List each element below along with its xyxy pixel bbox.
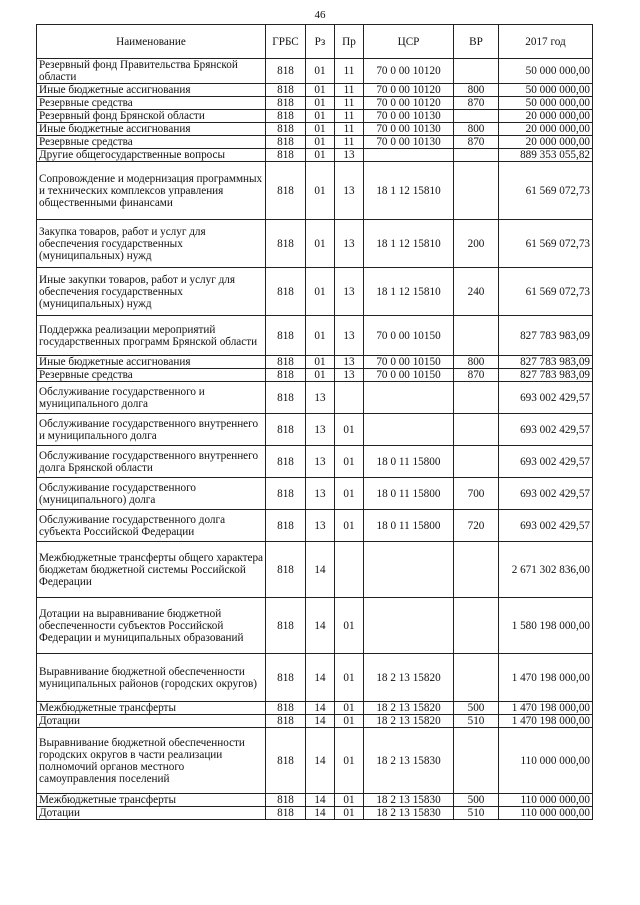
table-row	[37, 702, 593, 715]
table-row	[37, 598, 593, 654]
table-row	[37, 807, 593, 820]
table-cell-rz: 01	[306, 110, 335, 123]
table-cell-rz: 01	[306, 220, 335, 268]
table-cell-grbs: 818	[266, 728, 306, 794]
table-row	[37, 654, 593, 702]
col-header-vr: ВР	[454, 25, 499, 59]
table-cell-name: Выравнивание бюджетной обеспеченности муниципальных районов (городских округов)	[37, 654, 266, 702]
table-cell-amount: 1 470 198 000,00	[499, 715, 593, 728]
col-header-amount: 2017 год	[499, 25, 593, 59]
table-cell-csr: 70 0 00 10150	[364, 369, 454, 382]
table-cell-amount: 693 002 429,57	[499, 510, 593, 542]
table-cell-amount: 50 000 000,00	[499, 84, 593, 97]
table-cell-amount: 110 000 000,00	[499, 807, 593, 820]
table-cell-rz: 01	[306, 268, 335, 316]
table-cell-vr	[454, 728, 499, 794]
table-cell-pr	[335, 542, 364, 598]
table-cell-csr: 70 0 00 10120	[364, 84, 454, 97]
table-cell-amount: 61 569 072,73	[499, 268, 593, 316]
table-cell-pr: 13	[335, 369, 364, 382]
table-cell-grbs: 818	[266, 356, 306, 369]
table-cell-grbs: 818	[266, 149, 306, 162]
table-row	[37, 728, 593, 794]
table-cell-name: Межбюджетные трансферты	[37, 702, 266, 715]
table-cell-csr: 70 0 00 10120	[364, 59, 454, 84]
table-cell-pr: 01	[335, 414, 364, 446]
table-cell-csr: 70 0 00 10120	[364, 97, 454, 110]
table-cell-vr: 240	[454, 268, 499, 316]
col-header-csr: ЦСР	[364, 25, 454, 59]
table-cell-grbs: 818	[266, 794, 306, 807]
table-cell-grbs: 818	[266, 414, 306, 446]
table-cell-name: Обслуживание государственного внутреннего и муниципального долга	[37, 414, 266, 446]
table-cell-amount: 693 002 429,57	[499, 414, 593, 446]
table-cell-name: Межбюджетные трансферты общего характера бюджетам бюджетной системы Российской Федерации	[37, 542, 266, 598]
table-cell-amount: 20 000 000,00	[499, 123, 593, 136]
table-cell-grbs: 818	[266, 510, 306, 542]
table-cell-vr	[454, 414, 499, 446]
table-cell-name: Поддержка реализации мероприятий государственных программ Брянской области	[37, 316, 266, 356]
table-cell-amount: 110 000 000,00	[499, 728, 593, 794]
table-body	[37, 59, 593, 820]
table-cell-grbs: 818	[266, 162, 306, 220]
table-cell-vr	[454, 382, 499, 414]
table-cell-pr: 11	[335, 59, 364, 84]
table-cell-vr: 870	[454, 97, 499, 110]
table-cell-amount: 50 000 000,00	[499, 59, 593, 84]
table-row	[37, 162, 593, 220]
table-cell-grbs: 818	[266, 59, 306, 84]
table-row	[37, 110, 593, 123]
table-cell-grbs: 818	[266, 446, 306, 478]
table-cell-pr: 13	[335, 268, 364, 316]
table-cell-amount: 50 000 000,00	[499, 97, 593, 110]
table-cell-grbs: 818	[266, 598, 306, 654]
table-cell-rz: 01	[306, 84, 335, 97]
table-cell-name: Иные бюджетные ассигнования	[37, 123, 266, 136]
table-cell-rz: 13	[306, 478, 335, 510]
table-cell-rz: 13	[306, 510, 335, 542]
table-row	[37, 542, 593, 598]
table-cell-vr: 700	[454, 478, 499, 510]
table-cell-rz: 01	[306, 369, 335, 382]
table-cell-vr	[454, 149, 499, 162]
table-row	[37, 123, 593, 136]
table-cell-rz: 01	[306, 356, 335, 369]
table-cell-vr	[454, 598, 499, 654]
table-row	[37, 510, 593, 542]
table-cell-csr: 70 0 00 10130	[364, 123, 454, 136]
table-cell-name: Закупка товаров, работ и услуг для обеспечения государственных (муниципальных) нужд	[37, 220, 266, 268]
table-cell-amount: 827 783 983,09	[499, 316, 593, 356]
table-cell-grbs: 818	[266, 542, 306, 598]
table-cell-vr	[454, 59, 499, 84]
table-cell-rz: 13	[306, 446, 335, 478]
table-cell-vr	[454, 110, 499, 123]
table-cell-csr	[364, 598, 454, 654]
table-row	[37, 149, 593, 162]
table-cell-grbs: 818	[266, 807, 306, 820]
table-cell-vr	[454, 542, 499, 598]
table-cell-pr: 11	[335, 97, 364, 110]
table-cell-rz: 13	[306, 414, 335, 446]
table-cell-name: Иные закупки товаров, работ и услуг для обеспечения государственных (муниципальных) нужд	[37, 268, 266, 316]
table-cell-name: Иные бюджетные ассигнования	[37, 84, 266, 97]
table-cell-amount: 693 002 429,57	[499, 478, 593, 510]
table-cell-name: Межбюджетные трансферты	[37, 794, 266, 807]
table-row	[37, 446, 593, 478]
table-row	[37, 356, 593, 369]
table-cell-grbs: 818	[266, 110, 306, 123]
table-cell-rz: 01	[306, 97, 335, 110]
table-row	[37, 136, 593, 149]
table-cell-pr: 01	[335, 807, 364, 820]
table-cell-grbs: 818	[266, 369, 306, 382]
table-cell-rz: 13	[306, 382, 335, 414]
table-cell-pr: 01	[335, 598, 364, 654]
table-cell-name: Другие общегосударственные вопросы	[37, 149, 266, 162]
table-cell-grbs: 818	[266, 382, 306, 414]
table-cell-name: Резервные средства	[37, 97, 266, 110]
table-cell-name: Выравнивание бюджетной обеспеченности городских округов в части реализации полномочий органов местного самоуправления поселений	[37, 728, 266, 794]
table-cell-grbs: 818	[266, 84, 306, 97]
table-cell-name: Резервный фонд Правительства Брянской области	[37, 59, 266, 84]
col-header-grbs: ГРБС	[266, 25, 306, 59]
table-cell-name: Дотации на выравнивание бюджетной обеспеченности субъектов Российской Федерации и муниципальных образований	[37, 598, 266, 654]
table-cell-csr: 18 2 13 15830	[364, 794, 454, 807]
table-cell-name: Сопровождение и модернизация программных и технических комплексов управления общественными финансами	[37, 162, 266, 220]
table-cell-csr: 70 0 00 10130	[364, 110, 454, 123]
table-cell-pr: 01	[335, 702, 364, 715]
table-header-row	[37, 25, 593, 59]
table-cell-vr: 510	[454, 715, 499, 728]
table-cell-grbs: 818	[266, 316, 306, 356]
table-cell-rz: 01	[306, 59, 335, 84]
table-cell-vr: 510	[454, 807, 499, 820]
table-cell-rz: 14	[306, 702, 335, 715]
table-cell-csr: 18 2 13 15820	[364, 715, 454, 728]
table-cell-rz: 01	[306, 149, 335, 162]
table-cell-name: Обслуживание государственного (муниципального) долга	[37, 478, 266, 510]
table-cell-pr: 01	[335, 654, 364, 702]
table-row	[37, 84, 593, 97]
table-cell-amount: 61 569 072,73	[499, 220, 593, 268]
table-cell-csr	[364, 149, 454, 162]
table-cell-vr: 870	[454, 369, 499, 382]
table-cell-grbs: 818	[266, 702, 306, 715]
table-cell-rz: 01	[306, 123, 335, 136]
table-row	[37, 715, 593, 728]
table-cell-csr: 70 0 00 10150	[364, 316, 454, 356]
table-cell-name: Обслуживание государственного и муниципального долга	[37, 382, 266, 414]
table-cell-vr: 500	[454, 794, 499, 807]
table-cell-csr: 18 1 12 15810	[364, 268, 454, 316]
budget-table	[36, 24, 593, 820]
table-cell-vr: 800	[454, 356, 499, 369]
table-cell-pr: 11	[335, 84, 364, 97]
table-cell-amount: 20 000 000,00	[499, 110, 593, 123]
table-cell-rz: 14	[306, 807, 335, 820]
table-cell-amount: 889 353 055,82	[499, 149, 593, 162]
table-cell-pr: 01	[335, 794, 364, 807]
table-row	[37, 59, 593, 84]
table-cell-grbs: 818	[266, 478, 306, 510]
table-cell-name: Обслуживание государственного внутреннего долга Брянской области	[37, 446, 266, 478]
table-cell-grbs: 818	[266, 123, 306, 136]
table-cell-csr: 18 1 12 15810	[364, 220, 454, 268]
col-header-rz: Рз	[306, 25, 335, 59]
table-cell-name: Дотации	[37, 715, 266, 728]
table-cell-name: Дотации	[37, 807, 266, 820]
table-cell-name: Резервный фонд Брянской области	[37, 110, 266, 123]
table-cell-rz: 14	[306, 598, 335, 654]
col-header-pr: Пр	[335, 25, 364, 59]
table-cell-csr: 18 2 13 15820	[364, 702, 454, 715]
table-cell-grbs: 818	[266, 97, 306, 110]
table-cell-name: Иные бюджетные ассигнования	[37, 356, 266, 369]
table-cell-pr: 13	[335, 149, 364, 162]
table-cell-amount: 827 783 983,09	[499, 356, 593, 369]
table-cell-amount: 1 470 198 000,00	[499, 702, 593, 715]
table-cell-vr	[454, 316, 499, 356]
table-cell-csr: 18 2 13 15830	[364, 807, 454, 820]
table-cell-vr: 800	[454, 84, 499, 97]
table-cell-pr: 01	[335, 478, 364, 510]
table-cell-grbs: 818	[266, 715, 306, 728]
table-cell-rz: 01	[306, 162, 335, 220]
table-cell-rz: 01	[306, 136, 335, 149]
table-row	[37, 414, 593, 446]
table-cell-csr: 18 0 11 15800	[364, 446, 454, 478]
table-cell-amount: 2 671 302 836,00	[499, 542, 593, 598]
table-cell-rz: 14	[306, 542, 335, 598]
table-cell-name: Резервные средства	[37, 369, 266, 382]
table-cell-amount: 1 470 198 000,00	[499, 654, 593, 702]
table-cell-vr: 870	[454, 136, 499, 149]
table-cell-rz: 14	[306, 654, 335, 702]
table-cell-csr: 18 0 11 15800	[364, 478, 454, 510]
table-cell-amount: 827 783 983,09	[499, 369, 593, 382]
table-cell-pr: 13	[335, 316, 364, 356]
table-row	[37, 382, 593, 414]
table-cell-vr	[454, 446, 499, 478]
table-row	[37, 97, 593, 110]
table-row	[37, 220, 593, 268]
table-cell-pr: 01	[335, 715, 364, 728]
table-cell-amount: 693 002 429,57	[499, 446, 593, 478]
table-cell-csr: 70 0 00 10130	[364, 136, 454, 149]
table-row	[37, 794, 593, 807]
table-cell-pr: 01	[335, 446, 364, 478]
table-cell-pr: 11	[335, 136, 364, 149]
table-cell-pr: 13	[335, 356, 364, 369]
table-cell-csr: 18 2 13 15830	[364, 728, 454, 794]
table-row	[37, 316, 593, 356]
table-cell-vr: 500	[454, 702, 499, 715]
table-cell-grbs: 818	[266, 268, 306, 316]
table-cell-rz: 14	[306, 715, 335, 728]
table-cell-pr: 01	[335, 728, 364, 794]
table-cell-csr: 18 0 11 15800	[364, 510, 454, 542]
table-cell-csr: 18 2 13 15820	[364, 654, 454, 702]
table-cell-pr: 01	[335, 510, 364, 542]
table-cell-grbs: 818	[266, 136, 306, 149]
table-row	[37, 268, 593, 316]
table-cell-vr: 200	[454, 220, 499, 268]
table-cell-pr: 11	[335, 123, 364, 136]
table-row	[37, 478, 593, 510]
table-cell-amount: 61 569 072,73	[499, 162, 593, 220]
table-cell-csr	[364, 414, 454, 446]
table-cell-grbs: 818	[266, 220, 306, 268]
table-cell-amount: 693 002 429,57	[499, 382, 593, 414]
table-cell-csr	[364, 382, 454, 414]
table-cell-amount: 110 000 000,00	[499, 794, 593, 807]
table-cell-vr: 800	[454, 123, 499, 136]
table-cell-grbs: 818	[266, 654, 306, 702]
table-cell-csr: 18 1 12 15810	[364, 162, 454, 220]
table-cell-name: Обслуживание государственного долга субъекта Российской Федерации	[37, 510, 266, 542]
table-cell-vr	[454, 654, 499, 702]
table-cell-pr: 13	[335, 220, 364, 268]
table-cell-rz: 14	[306, 794, 335, 807]
table-cell-csr: 70 0 00 10150	[364, 356, 454, 369]
col-header-name: Наименование	[37, 25, 266, 59]
table-cell-name: Резервные средства	[37, 136, 266, 149]
table-cell-vr: 720	[454, 510, 499, 542]
table-cell-amount: 1 580 198 000,00	[499, 598, 593, 654]
table-cell-vr	[454, 162, 499, 220]
table-cell-csr	[364, 542, 454, 598]
table-cell-pr	[335, 382, 364, 414]
table-cell-amount: 20 000 000,00	[499, 136, 593, 149]
table-row	[37, 369, 593, 382]
table-cell-pr: 13	[335, 162, 364, 220]
table-cell-rz: 14	[306, 728, 335, 794]
table-cell-rz: 01	[306, 316, 335, 356]
page-number: 46	[314, 9, 326, 21]
table-cell-pr: 11	[335, 110, 364, 123]
